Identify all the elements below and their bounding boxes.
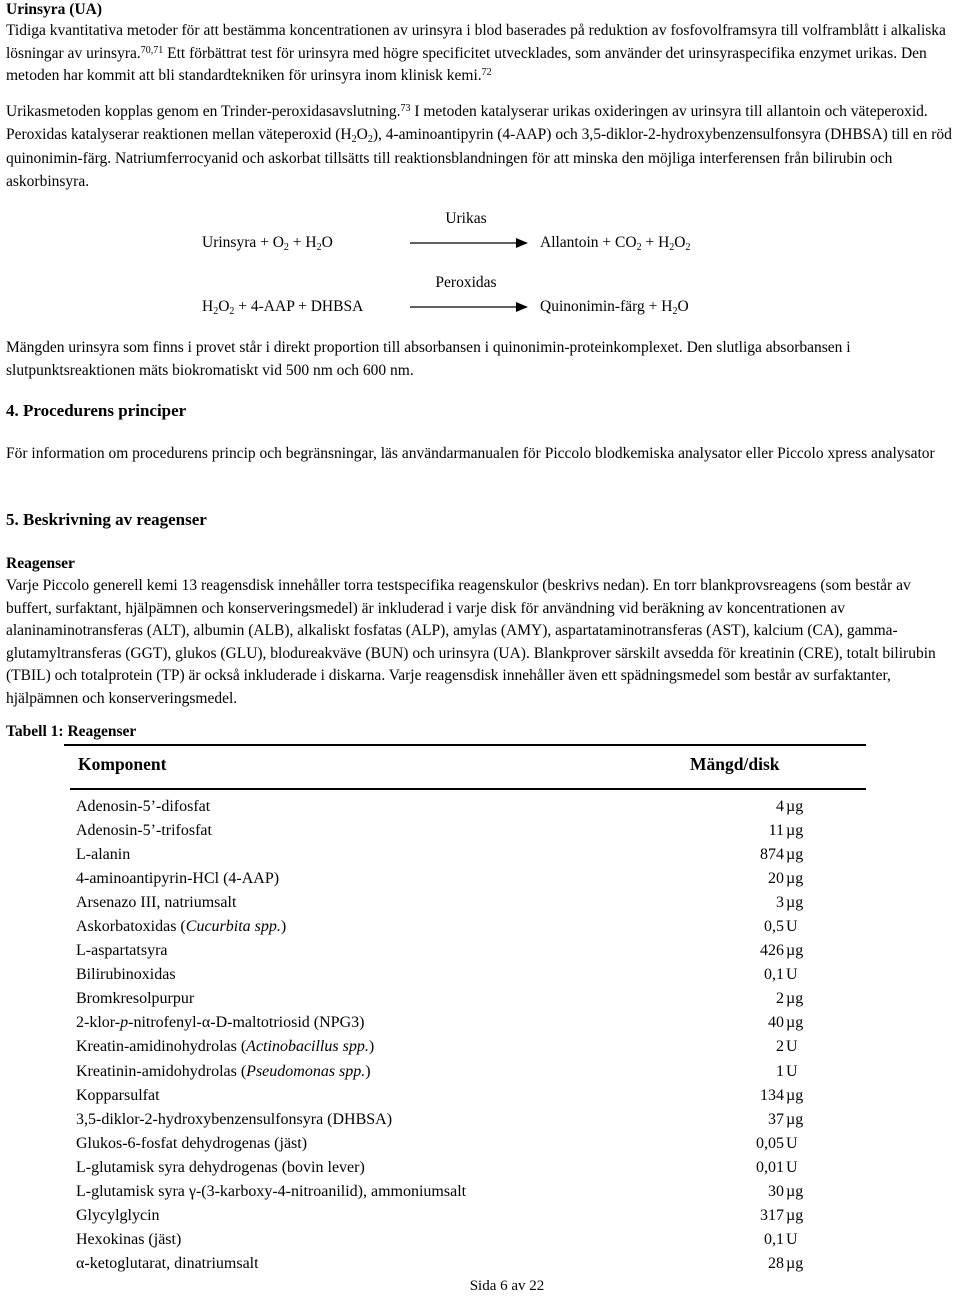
amount-unit: µg xyxy=(786,845,804,863)
table-row xyxy=(64,1132,866,1156)
table-row xyxy=(64,1084,866,1108)
component-name: Hexokinas (jäst) xyxy=(76,1231,182,1249)
reaction-arrow-icon xyxy=(410,238,528,248)
amount-value: 2 xyxy=(776,990,784,1008)
table-row xyxy=(64,795,866,819)
component-name: Adenosin-5’-trifosfat xyxy=(76,821,212,839)
paragraph-reagents: Varje Piccolo generell kemi 13 reagensdisk innehåller torra testspecifika reagenskulor (beskrivs nedan). En torr blankprovsreagens (som består av buffert, surfaktant, hjälpämnen och konserveringsmedel) är inkluderad i varje disk för användning vid beräkning av koncentrationen av alaninaminotransferas (ALT), albumin (ALB), alkaliskt fosfatas (ALP), amylas (AMY), aspartataminotransferas (AST), kalcium (CA), gamma-glutamyltransferas (GGT), glukos (GLU), blodureakväve (BUN) och urinsyra (UA). Blankprover särskilt avsedda för kreatinin (CRE), totalt bilirubin (TBIL) och totalprotein (TP) är också inkluderade i diskarna. Varje reagensdisk innehåller även ett spädningsmedel som består av surfaktanter, hjälpämnen och konserveringsmedel. xyxy=(6,577,936,707)
heading-procedure-principles: 4. Procedurens principer xyxy=(6,401,187,420)
table-row xyxy=(64,939,866,963)
table-header xyxy=(64,746,866,776)
component-name: Glukos-6-fosfat dehydrogenas (jäst) xyxy=(76,1134,308,1152)
reaction-reactants: $H_2O_2 + 4-AAP$ + DHBSA xyxy=(202,298,364,317)
table-row xyxy=(64,1228,866,1252)
table-row xyxy=(64,891,866,915)
amount-unit: U xyxy=(786,917,798,935)
enzyme-label: Urikas xyxy=(445,210,487,227)
amount-value: 11 xyxy=(768,821,784,839)
amount-value: 40 xyxy=(768,1014,784,1032)
table-body xyxy=(64,795,866,1277)
table-row xyxy=(64,987,866,1011)
component-name: Kopparsulfat xyxy=(76,1086,160,1104)
amount-value: 134 xyxy=(760,1086,784,1104)
reaction-reactants: Urinsyra + $O_2 + H_2O$ xyxy=(202,234,333,253)
component-name: α-ketoglutarat, dinatriumsalt xyxy=(76,1255,259,1273)
amount-value: 4 xyxy=(776,797,784,815)
amount-value: 426 xyxy=(760,942,784,960)
amount-unit: µg xyxy=(786,821,804,839)
reference: 72 xyxy=(481,67,492,78)
component-name: L-glutamisk syra γ-(3-karboxy-4-nitroanilid), ammoniumsalt xyxy=(76,1183,467,1200)
reference: 70,71 xyxy=(140,44,164,56)
component-name: L-glutamisk syra dehydrogenas (bovin lever) xyxy=(76,1158,365,1176)
amount-unit: U xyxy=(786,1231,798,1249)
table-row xyxy=(64,1108,866,1132)
reaction-equation-urikas xyxy=(6,208,952,256)
table-row xyxy=(64,1180,866,1204)
amount-unit: µg xyxy=(786,1014,804,1032)
table-row xyxy=(64,1156,866,1180)
amount-unit: µg xyxy=(786,942,804,960)
paragraph-history: Tidiga kvantitativa metoder för att bestämma koncentrationen av urinsyra i blod baserades på reduktion av fosfovolframsyra till volframblått i alkaliska lösningar av urinsyra.$^{70,71}$ Ett förbättrat test för urinsyra med högre specificitet utvecklades, som använder det urinsyraspecifika enzymet urikas. Den metoden har kommit att bli standardtekniken för urinsyra inom klinisk kemi.$^{72}$ xyxy=(6,22,946,84)
reaction-products: Allantoin + $CO_2 + H_2O_2$ xyxy=(540,234,691,253)
table-caption: Tabell 1: Reagenser xyxy=(6,723,137,740)
component-name: Bromkresolpurpur xyxy=(76,990,195,1008)
amount-unit: µg xyxy=(786,869,804,887)
component-name: Glycylglycin xyxy=(76,1207,160,1225)
reagent-table xyxy=(64,744,866,1276)
table-row xyxy=(64,1204,866,1228)
table-row xyxy=(64,1060,866,1084)
amount-value: 874 xyxy=(760,845,784,863)
amount-unit: µg xyxy=(786,1255,804,1273)
page-footer: Sida 6 av 22 xyxy=(469,1278,545,1294)
amount-value: 20 xyxy=(768,869,784,887)
amount-unit: µg xyxy=(786,1207,804,1225)
table-row xyxy=(64,915,866,939)
column-header-component: Komponent xyxy=(78,754,167,774)
component-name: Adenosin-5’-difosfat xyxy=(76,797,211,815)
component-name: Arsenazo III, natriumsalt xyxy=(76,893,237,911)
paragraph-measurement: Mängden urinsyra som finns i provet står i direkt proportion till absorbansen i quinonimin-proteinkomplexet. Den slutliga absorbansen i slutpunktsreaktionen mäts biokromatiskt vid 500 nm och 600 nm. xyxy=(6,339,851,379)
component-name: Kreatinin-amidohydrolas (Pseudomonas spp.) xyxy=(76,1062,371,1080)
amount-unit: U xyxy=(786,1158,798,1176)
column-header-amount: Mängd/disk xyxy=(690,754,780,774)
amount-value: 28 xyxy=(768,1255,784,1273)
amount-unit: µg xyxy=(786,990,804,1008)
table-row xyxy=(64,1252,866,1276)
amount-value: 0,01 xyxy=(756,1158,784,1176)
component-name: Askorbatoxidas (Cucurbita spp.) xyxy=(76,917,287,935)
amount-value: 2 xyxy=(776,1038,784,1056)
amount-unit: µg xyxy=(786,1086,804,1104)
reaction-arrow-icon xyxy=(410,302,528,312)
amount-unit: U xyxy=(786,966,798,984)
heading-reagent-description: 5. Beskrivning av reagenser xyxy=(6,510,207,529)
component-name: 3,5-diklor-2-hydroxybenzensulfonsyra (DHBSA) xyxy=(76,1110,393,1128)
amount-value: 0,05 xyxy=(756,1134,784,1152)
amount-unit: µg xyxy=(786,1183,804,1200)
amount-unit: U xyxy=(786,1038,798,1056)
component-name: L-alanin xyxy=(76,845,131,863)
component-name: L-aspartatsyra xyxy=(76,942,168,960)
amount-value: 1 xyxy=(776,1062,784,1080)
amount-unit: U xyxy=(786,1134,798,1152)
amount-value: 317 xyxy=(760,1207,784,1225)
amount-value: 0,5 xyxy=(764,917,784,935)
reference: 73 xyxy=(400,103,411,114)
component-name: 4-aminoantipyrin-HCl (4-AAP) xyxy=(76,869,280,887)
table-row xyxy=(64,819,866,843)
table-row xyxy=(64,843,866,867)
table-row xyxy=(64,963,866,987)
amount-unit: U xyxy=(786,1062,798,1080)
component-name: Bilirubinoxidas xyxy=(76,966,176,984)
table-row xyxy=(64,867,866,891)
enzyme-label: Peroxidas xyxy=(435,274,497,291)
amount-value: 0,1 xyxy=(764,966,784,984)
amount-value: 0,1 xyxy=(764,1231,784,1249)
amount-unit: µg xyxy=(786,1110,804,1128)
paragraph-method: Urikasmetoden kopplas genom en Trinder-peroxidasavslutning.$^{73}$ I metoden katalyserar urikas oxideringen av urinsyra till allantoin och väteperoxid. Peroxidas katalyserar reaktionen mellan väteperoxid $(H_2O_2)$, 4-aminoantipyrin (4-AAP) och 3,5-diklor-2-hydroxybenzensulfonsyra (DHBSA) till en röd quinonimin-färg. Natriumferrocyanid och askorbat tillsätts till reaktionsblandningen för att minska den möjliga interferensen från bilirubin och askorbinsyra. xyxy=(6,103,952,190)
amount-unit: µg xyxy=(786,797,804,815)
component-name: Kreatin-amidinohydrolas (Actinobacillus spp.) xyxy=(76,1038,375,1056)
table-row xyxy=(64,1011,866,1035)
section-title: Urinsyra (UA) xyxy=(6,1,102,18)
paragraph-procedure: För information om procedurens princip och begränsningar, läs användarmanualen för Piccolo blodkemiska analysator eller Piccolo xpress analysator xyxy=(6,445,935,462)
component-name: 2-klor-p-nitrofenyl-α-D-maltotriosid (NPG3) xyxy=(76,1014,365,1032)
amount-value: 30 xyxy=(768,1183,784,1200)
reaction-equation-peroxidas xyxy=(6,272,952,320)
table-header-rule xyxy=(70,788,866,790)
reaction-products: Quinonimin-färg + $H_2O$ xyxy=(540,298,689,317)
amount-value: 37 xyxy=(768,1110,784,1128)
subheading-reagents: Reagenser xyxy=(6,555,75,572)
amount-unit: µg xyxy=(786,893,804,911)
table-row xyxy=(64,1035,866,1059)
amount-value: 3 xyxy=(776,893,784,911)
